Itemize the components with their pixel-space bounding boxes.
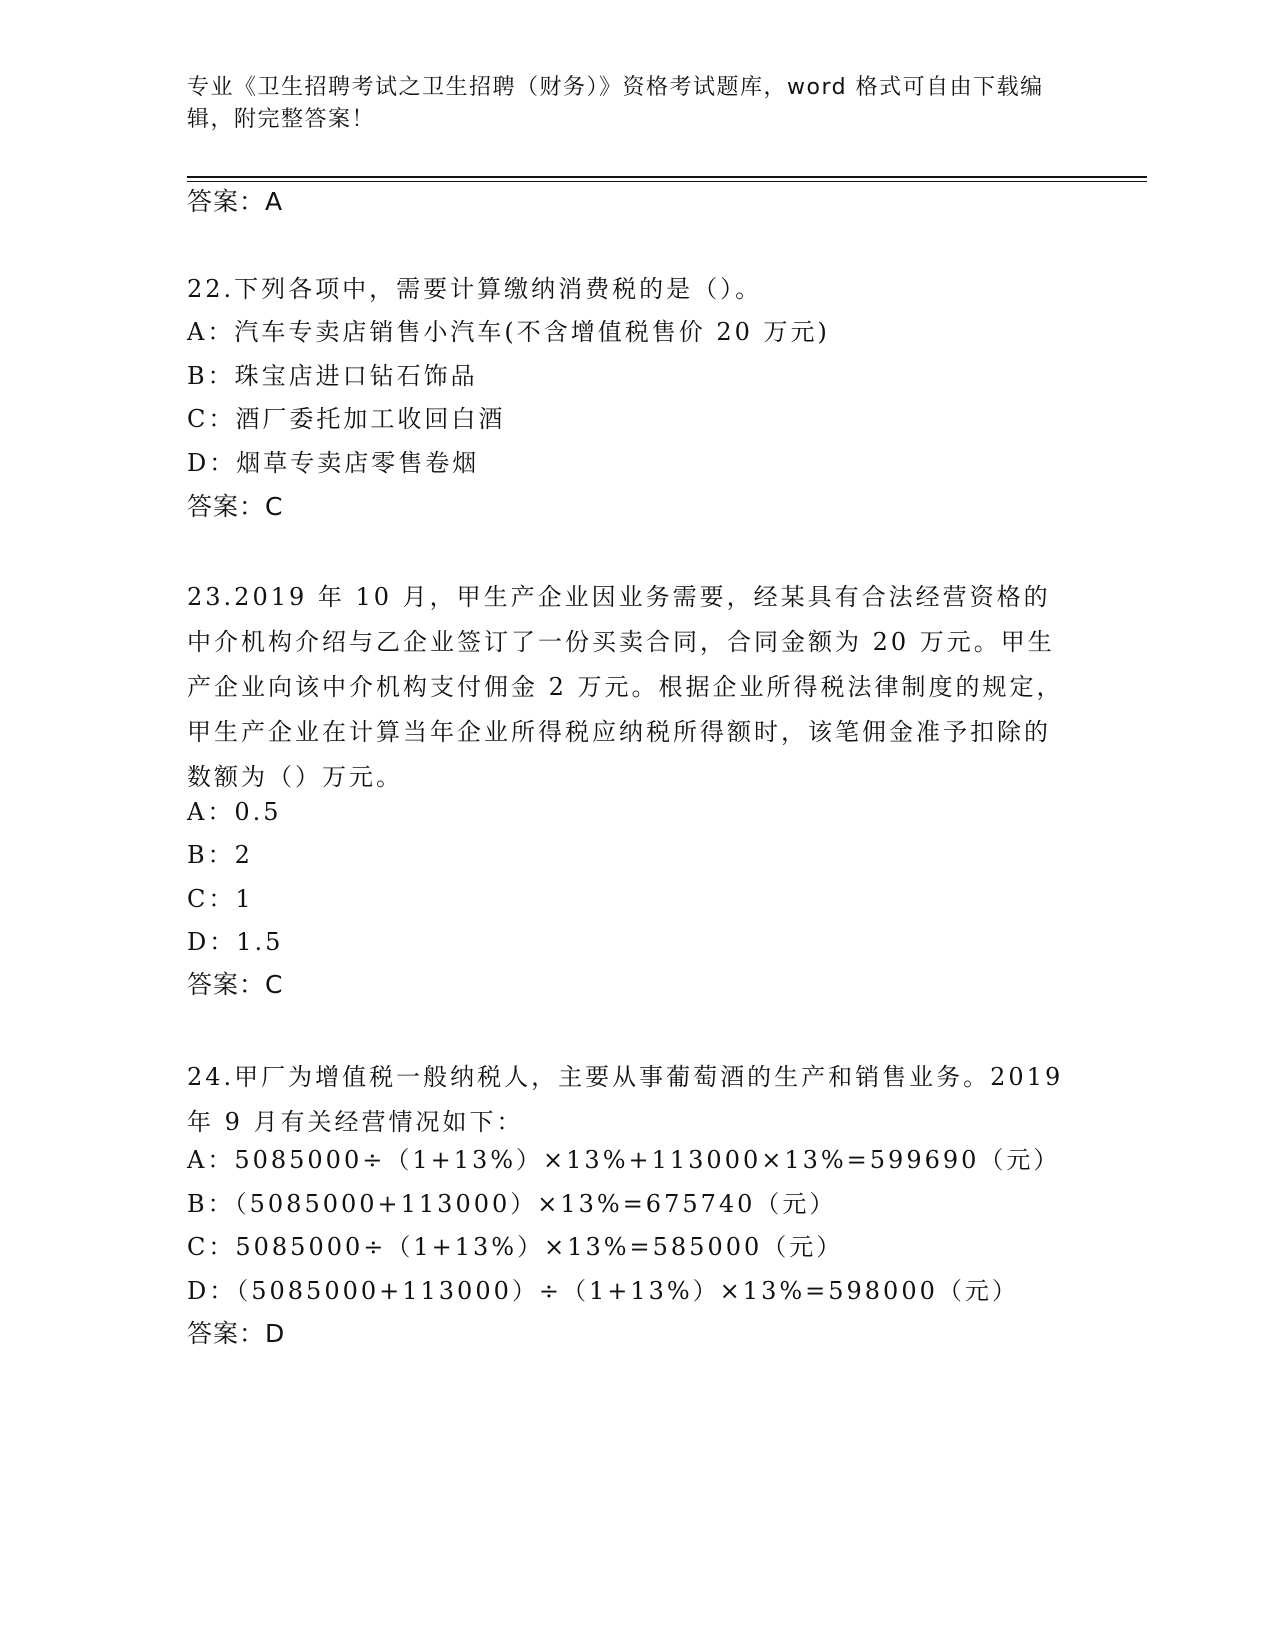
header-divider-thin: [187, 181, 1147, 182]
document-header: 专业《卫生招聘考试之卫生招聘（财务）》资格考试题库，word 格式可自由下载编辑，附完整答案！: [187, 75, 1044, 132]
q24-option-a: A：5085000÷（1+13%）×13%+113000×13%=599690（元）: [187, 1146, 1061, 1174]
q22-question: 22.下列各项中，需要计算缴纳消费税的是（）。: [187, 275, 763, 303]
q24-option-c: C：5085000÷（1+13%）×13%=585000（元）: [187, 1233, 844, 1261]
q23-question: 23.2019 年 10 月，甲生产企业因业务需要，经某具有合法经营资格的中介机构介绍与乙企业签订了一份买卖合同，合同金额为 20 万元。甲生产企业向该中介机构支付佣金 2 万元。根据企业所得税法律制度的规定，甲生产企业在计算当年企业所得税应纳税所得额时，该笔佣金准予扣除的数额为（）万元。: [187, 583, 1064, 791]
header-divider-thick: [187, 176, 1147, 178]
q23-option-a: A：0.5: [187, 798, 282, 826]
q21-answer: 答案：A: [187, 187, 284, 216]
q22-option-d: D：烟草专卖店零售卷烟: [187, 449, 480, 477]
q23-option-b: B：2: [187, 841, 253, 869]
q24-question: 24.甲厂为增值税一般纳税人，主要从事葡萄酒的生产和销售业务。2019 年 9 月有关经营情况如下：: [187, 1063, 1064, 1136]
q22-answer: 答案：C: [187, 492, 284, 521]
q24-answer: 答案：D: [187, 1319, 286, 1348]
q22-option-c: C：酒厂委托加工收回白酒: [187, 405, 506, 433]
q23-answer: 答案：C: [187, 970, 284, 999]
q23-option-c: C：1: [187, 885, 254, 913]
q24-option-b: B：（5085000+113000）×13%=675740（元）: [187, 1190, 837, 1218]
q22-option-a: A：汽车专卖店销售小汽车(不含增值税售价 20 万元): [187, 318, 830, 346]
q23-option-d: D：1.5: [187, 928, 284, 956]
q22-option-b: B：珠宝店进口钻石饰品: [187, 362, 478, 390]
q24-option-d: D：（5085000+113000）÷（1+13%）×13%=598000（元）: [187, 1277, 1019, 1305]
